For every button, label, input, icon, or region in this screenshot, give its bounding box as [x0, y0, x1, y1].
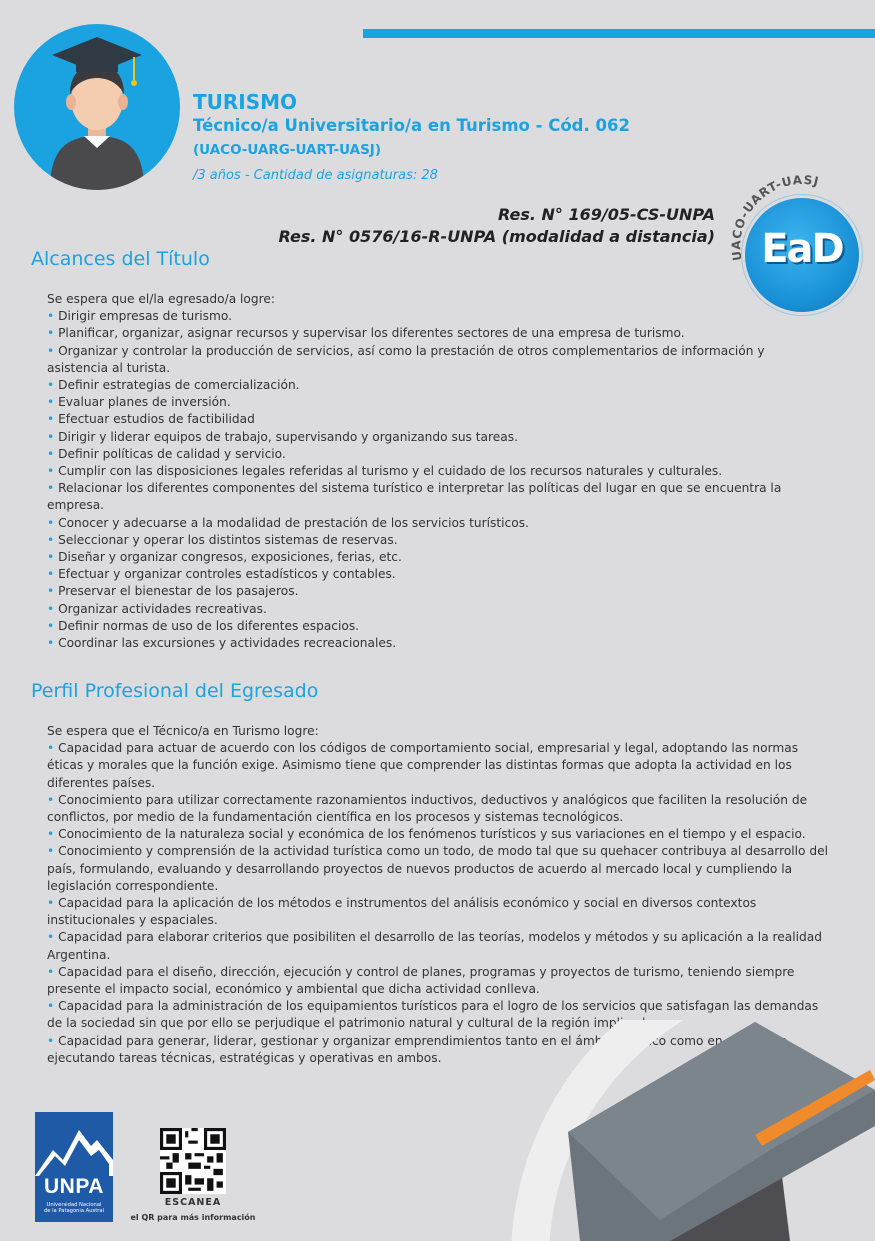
program-codes: (UACO-UARG-UART-UASJ) [193, 142, 381, 158]
list-item-text: Conocimiento y comprensión de la actividad turística como un todo, de modo tal que su quehacer contribuya al desarrollo del país, formulando, evaluando y desarrollando proyectos de nuevos productos de acuerdo al mercado local y cumpliendo la legislación correspondiente. [47, 844, 829, 893]
list-item [47, 929, 829, 963]
list-item-text: Organizar y controlar la producción de servicios, así como la prestación de otros complementarios de información y asistencia al turista. [47, 343, 765, 375]
bullet-icon: • [47, 584, 59, 599]
list-item [47, 566, 817, 583]
list-item-text: Efectuar y organizar controles estadísticos y contables. [58, 567, 396, 582]
ead-arc-text: UACO-UART-UASJ [729, 172, 821, 262]
list-item [47, 377, 817, 394]
list-item-text: Capacidad para la aplicación de los métodos e instrumentos del análisis económico y social en diversos contextos institucionales y espaciales. [47, 896, 757, 928]
list-item-text: Organizar actividades recreativas. [58, 601, 267, 616]
list-item [47, 895, 829, 929]
top-accent-bar [363, 29, 875, 38]
list-item-text: Conocimiento de la naturaleza social y económica de los fenómenos turísticos y sus variaciones en el tiempo y el espacio. [58, 827, 806, 842]
program-title: TURISMO [193, 90, 298, 114]
perfil-list [47, 740, 829, 1067]
list-item [47, 308, 817, 325]
list-item-text: Capacidad para actuar de acuerdo con los códigos de comportamiento social, empresarial y legal, adoptando las normas éticas y morales que la función exige. Asimismo tiene que comprender las distintas formas que adopta la actividad en los diferentes países. [47, 741, 799, 790]
unpa-wordmark: UNPA [44, 1175, 104, 1198]
alcances-intro: Se espera que el/la egresado/a logre: [47, 292, 275, 306]
list-item-text: Dirigir y liderar equipos de trabajo, supervisando y organizando sus tareas. [58, 429, 518, 444]
list-item [47, 601, 817, 618]
qr-caption: ESCANEA [164, 1197, 222, 1208]
bullet-icon: • [47, 532, 59, 547]
unpa-logo [35, 1112, 113, 1222]
list-item [47, 549, 817, 566]
list-item [47, 583, 817, 600]
list-item-text: Capacidad para generar, liderar, gestionar y organizar emprendimientos tanto en el ámbito público como en el privado, ejecutando tareas técnicas, estratégicas y operativas en ambos. [47, 1033, 792, 1065]
bullet-icon: • [47, 378, 59, 393]
list-item-text: Diseñar y organizar congresos, exposiciones, ferias, etc. [58, 550, 402, 565]
bullet-icon: • [47, 464, 59, 479]
list-item-text: Planificar, organizar, asignar recursos y supervisar los diferentes sectores de una empresa de turismo. [58, 326, 685, 341]
bullet-icon: • [47, 481, 59, 496]
bullet-icon: • [47, 618, 59, 633]
list-item [47, 394, 817, 411]
list-item-text: Preservar el bienestar de los pasajeros. [58, 584, 299, 599]
perfil-intro: Se espera que el Técnico/a en Turismo logre: [47, 724, 319, 738]
bullet-icon: • [47, 567, 59, 582]
list-item [47, 480, 817, 514]
list-item-text: Evaluar planes de inversión. [58, 395, 231, 410]
mortarboard-decoration-icon [500, 1020, 875, 1241]
graduate-avatar-icon [14, 24, 180, 190]
list-item-text: Capacidad para elaborar criterios que posibiliten el desarrollo de las teorías, modelos y métodos y su aplicación a la realidad Argentina. [47, 930, 822, 962]
bullet-icon: • [47, 429, 59, 444]
bullet-icon: • [47, 1033, 59, 1048]
perfil-heading: Perfil Profesional del Egresado [31, 680, 319, 702]
list-item [47, 843, 829, 895]
program-header [193, 90, 630, 190]
list-item [47, 411, 817, 428]
alcances-section [47, 291, 817, 652]
qr-code-icon[interactable] [160, 1128, 226, 1194]
ead-logo-text: EaD [761, 226, 843, 272]
list-item-text: Efectuar estudios de factibilidad [58, 412, 255, 427]
list-item-text: Definir políticas de calidad y servicio. [58, 446, 286, 461]
bullet-icon: • [47, 827, 59, 842]
list-item [47, 515, 817, 532]
list-item [47, 792, 829, 826]
bullet-icon: • [47, 999, 59, 1014]
resolution-2: Res. N° 0576/16-R-UNPA (modalidad a distancia) [278, 227, 715, 246]
bullet-icon: • [47, 964, 59, 979]
list-item [47, 964, 829, 998]
list-item [47, 635, 817, 652]
bullet-icon: • [47, 636, 59, 651]
program-subtitle: Técnico/a Universitario/a en Turismo - Cód. 062 [193, 116, 630, 135]
bullet-icon: • [47, 930, 59, 945]
list-item-text: Coordinar las excursiones y actividades recreacionales. [58, 636, 397, 651]
alcances-heading: Alcances del Título [31, 248, 210, 270]
list-item-text: Capacidad para la administración de los equipamientos turísticos para el logro de los servicios que satisfagan las demandas de la sociedad sin que por ello se perjudique el patrimonio natural y cultural de la región implicada. [47, 999, 819, 1031]
unpa-subtitle: Universidad Nacional de la Patagonia Austral [43, 1202, 105, 1214]
bullet-icon: • [47, 550, 59, 565]
list-item-text: Conocimiento para utilizar correctamente razonamientos inductivos, deductivos y analógicos que faciliten la resolución de conflictos, por medio de la fundamentación científica en los procesos y sistemas tecnológicos. [47, 792, 808, 825]
program-duration: /3 años - Cantidad de asignaturas: 28 [193, 168, 438, 183]
bullet-icon: • [47, 515, 59, 530]
list-item-text: Capacidad para el diseño, dirección, ejecución y control de planes, programas y proyectos de turismo, teniendo siempre presente el impacto social, económico y ambiental que dicha actividad conlleva. [47, 964, 795, 997]
bullet-icon: • [47, 326, 59, 341]
perfil-section [47, 723, 829, 1067]
list-item [47, 618, 817, 635]
bullet-icon: • [47, 343, 59, 358]
bullet-icon: • [47, 309, 59, 324]
resolution-1: Res. N° 169/05-CS-UNPA [497, 205, 715, 224]
list-item [47, 325, 817, 342]
list-item-text: Seleccionar y operar los distintos sistemas de reservas. [58, 532, 398, 547]
list-item-text: Dirigir empresas de turismo. [58, 309, 232, 324]
list-item [47, 343, 817, 377]
list-item-text: Conocer y adecuarse a la modalidad de prestación de los servicios turísticos. [58, 515, 529, 530]
list-item [47, 429, 817, 446]
list-item-text: Relacionar los diferentes componentes del sistema turístico e interpretar las políticas del lugar en que se encuentra la empresa. [47, 481, 782, 513]
bullet-icon: • [47, 741, 59, 756]
list-item [47, 463, 817, 480]
bullet-icon: • [47, 844, 59, 859]
list-item [47, 446, 817, 463]
alcances-list [47, 308, 817, 652]
bullet-icon: • [47, 395, 59, 410]
list-item [47, 532, 817, 549]
list-item-text: Cumplir con las disposiciones legales referidas al turismo y el cuidado de los recursos naturales y culturales. [58, 464, 723, 479]
list-item [47, 740, 829, 792]
list-item-text: Definir normas de uso de los diferentes espacios. [58, 618, 360, 633]
bullet-icon: • [47, 792, 59, 807]
bullet-icon: • [47, 412, 59, 427]
bullet-icon: • [47, 896, 59, 911]
qr-caption-info: el QR para más información [130, 1213, 256, 1222]
list-item-text: Definir estrategias de comercialización. [58, 378, 300, 393]
list-item [47, 826, 829, 843]
bullet-icon: • [47, 601, 59, 616]
bullet-icon: • [47, 446, 59, 461]
